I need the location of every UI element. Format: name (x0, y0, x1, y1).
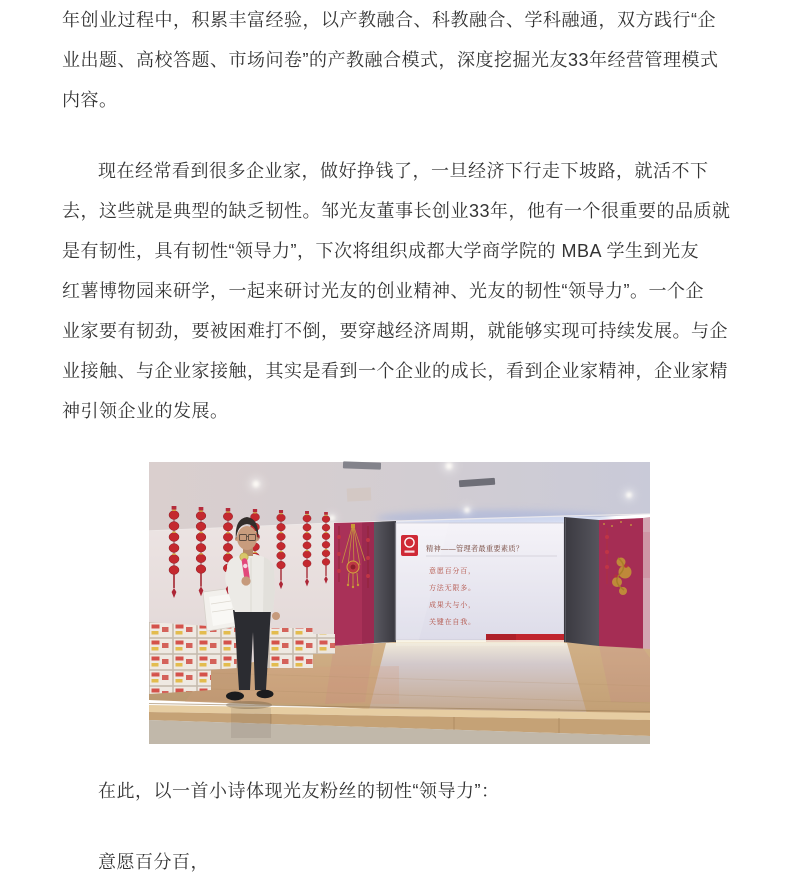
paragraph (62, 0, 737, 120)
slide-line: 意愿百分百， (429, 568, 476, 575)
text-line: 年创业过程中，积累丰富经验，以产教融合、科教融合、学科融通，双方践行“企 (62, 10, 716, 30)
text-line: 去，这些就是典型的缺乏韧性。邹光友董事长创业33年，他有一个很重要的品质就 (62, 201, 731, 221)
text-line: 业家要有韧劲，要被困难打不倒，要穿越经济周期，就能够实现可持续发展。与企 (62, 321, 728, 341)
slide-logo-icon (401, 535, 418, 556)
text-line: 红薯博物园来研学，一起来研讨光友的创业精神、光友的韧性“领导力”。一个企 (62, 281, 704, 301)
paragraph (62, 771, 737, 811)
slide-line: 成果大与小， (429, 602, 476, 609)
paragraph (62, 151, 737, 431)
text-line: 现在经常看到很多企业家，做好挣钱了，一旦经济下行走下坡路，就活不下 (98, 161, 709, 181)
left-column (374, 521, 396, 643)
far-right-wall (643, 517, 650, 650)
text-line: 内容。 (62, 90, 118, 110)
speaker-face (237, 526, 257, 550)
text-line: 业接触、与企业家接触，其实是看到一个企业的成长，看到企业家精神，企业家精 (62, 361, 728, 381)
text-line: 意愿百分百， (98, 852, 209, 872)
speaker-shoe (257, 690, 274, 698)
text-line: 业出题、高校答题、市场问卷”的产教融合模式，深度挖掘光友33年经营管理模式 (62, 50, 719, 70)
event-photo (149, 462, 650, 744)
paragraph (62, 842, 737, 882)
projection-screen (396, 523, 564, 642)
right-column (564, 517, 599, 647)
slide-line: 关键在自我。 (429, 619, 476, 626)
text-line: 神引领企业的发展。 (62, 401, 229, 421)
text-line: 在此，以一首小诗体现光友粉丝的韧性“领导力”： (98, 781, 500, 801)
text-line: 是有韧性，具有韧性“领导力”，下次将组织成都大学商学院的 MBA 学生到光友 (62, 241, 699, 261)
speaker-shoe (226, 692, 244, 701)
stage-back-wall-right (599, 518, 643, 649)
speaker-photo-image (149, 462, 650, 744)
stage-back-wall-left (334, 522, 374, 646)
slide-title: 精神——管理者最重要素质？ (426, 544, 524, 553)
speaker-hand (241, 576, 250, 585)
slide-line: 方法无限多。 (429, 585, 476, 592)
